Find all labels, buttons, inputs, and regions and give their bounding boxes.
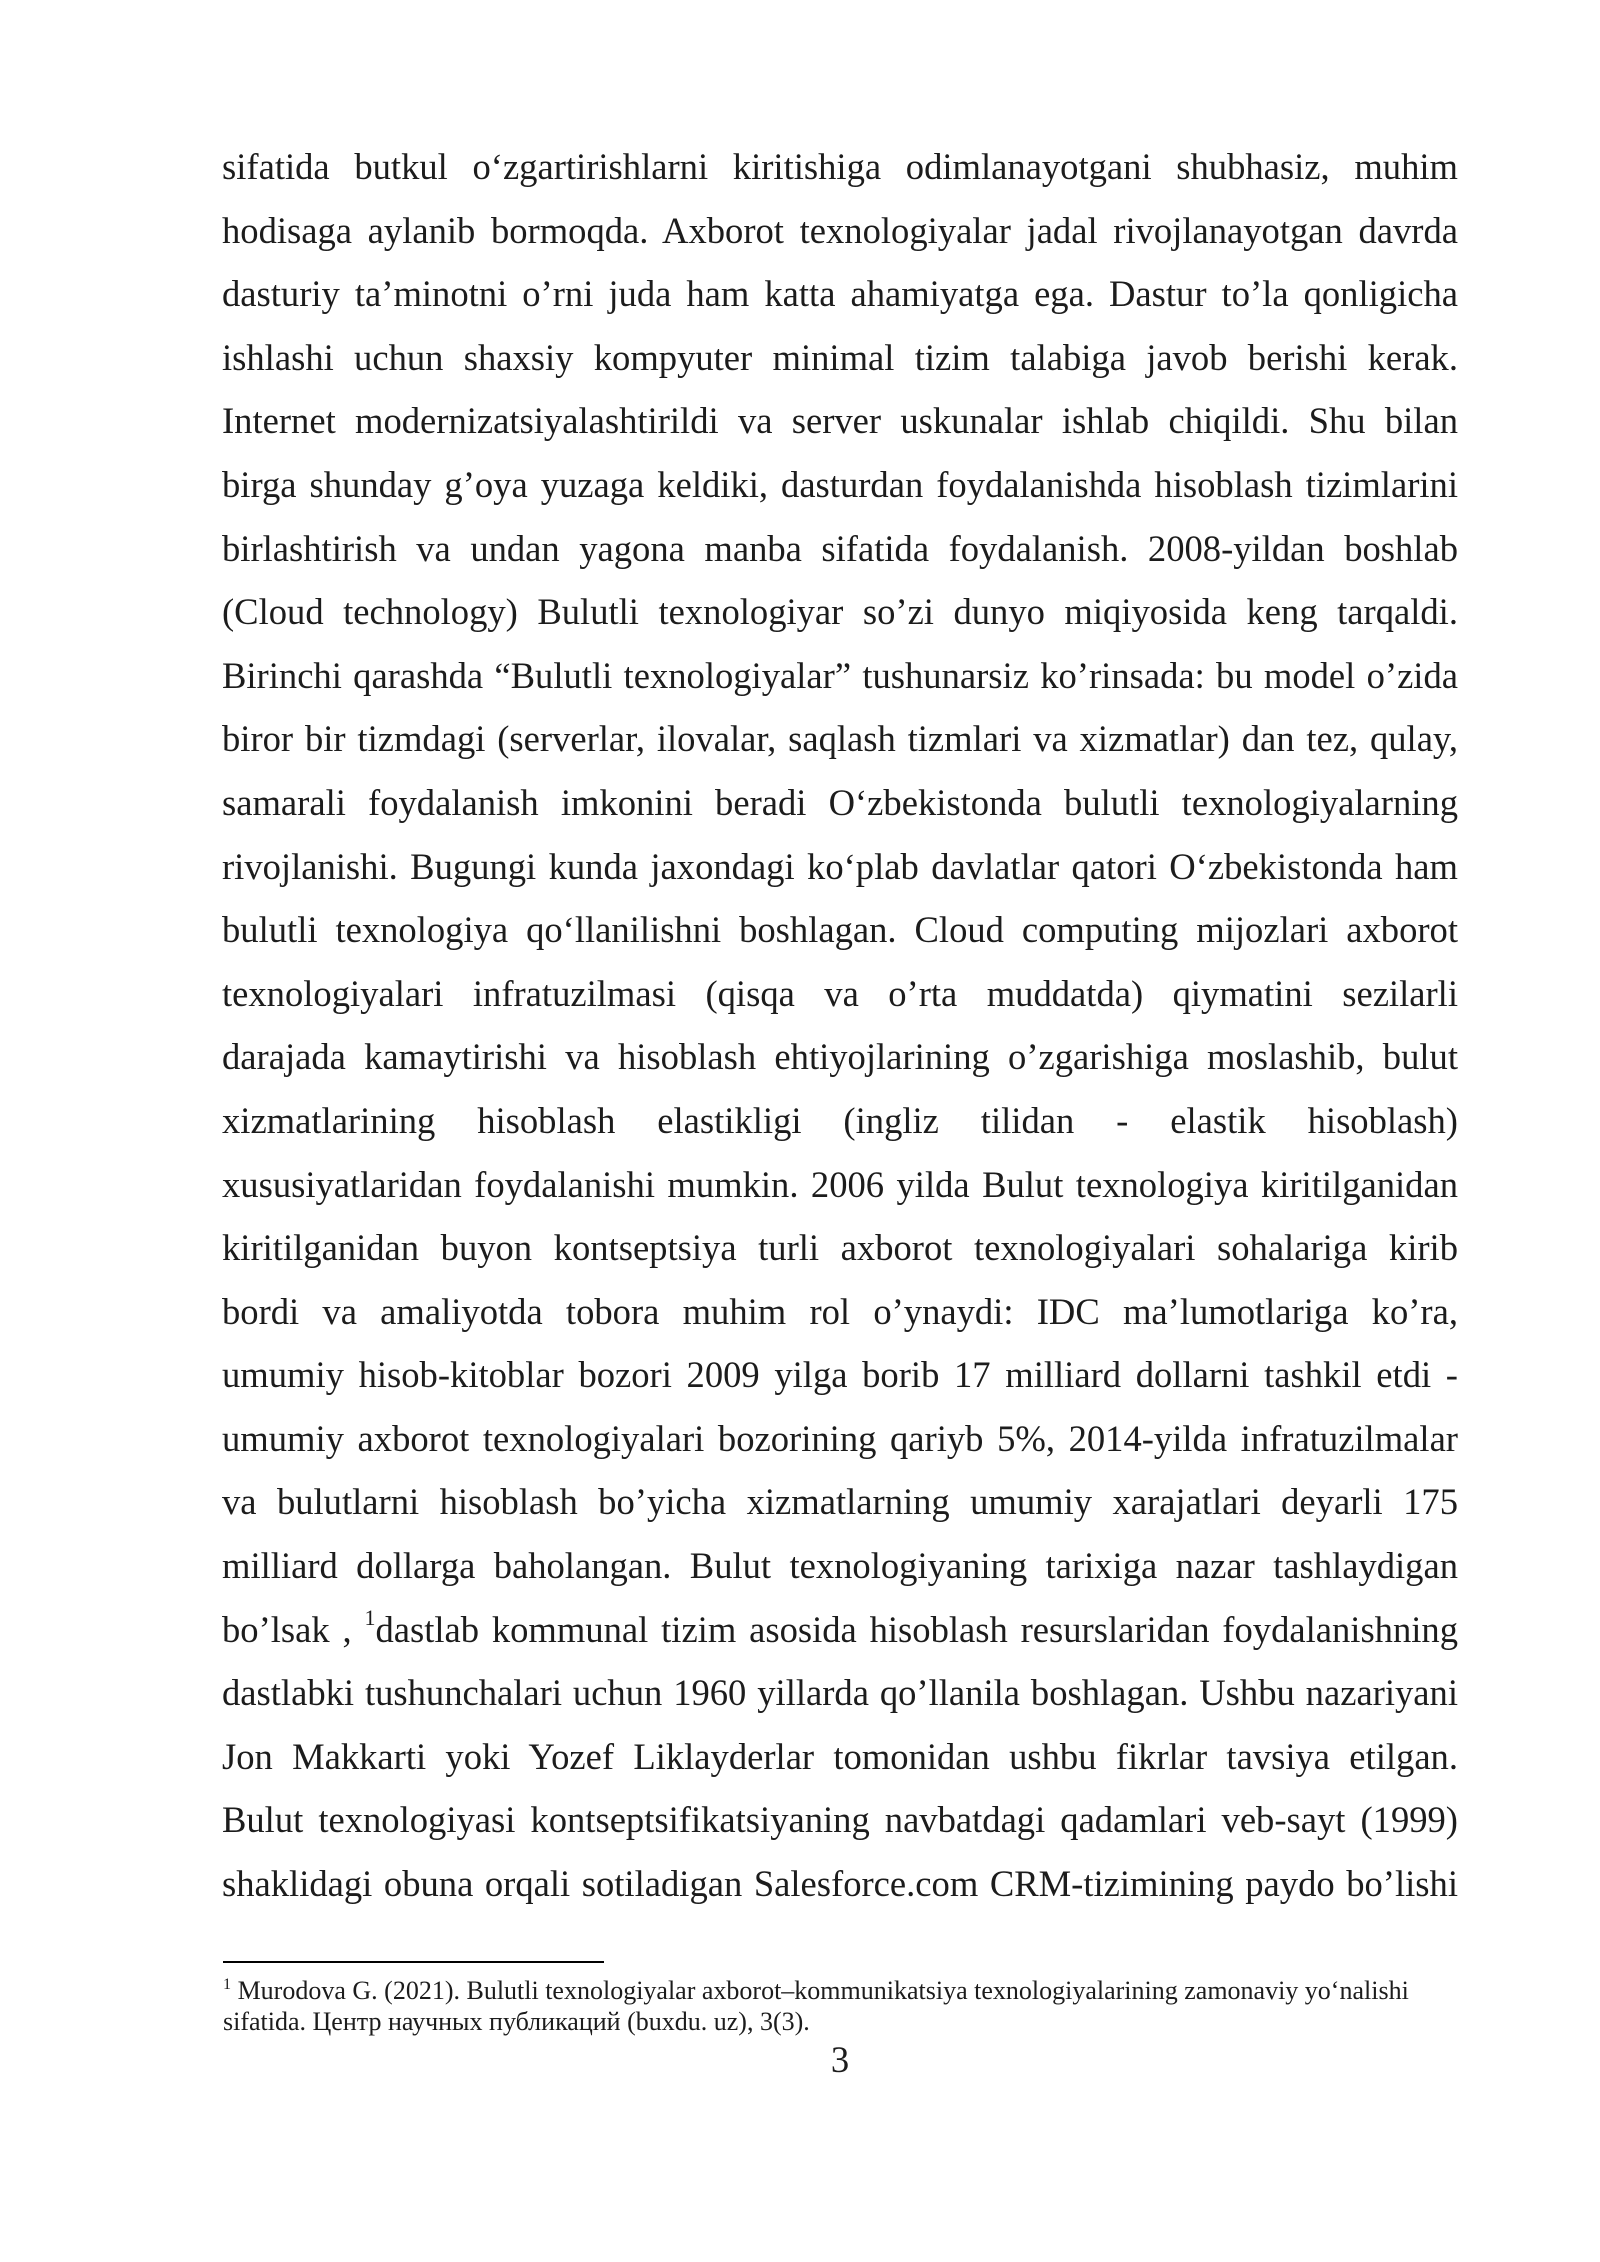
body-line: milliard dollarga baholangan. Bulut texnologiyaning tarixiga nazar tashlaydigan xyxy=(222,1545,1458,1587)
body-line: rivojlanishi. Bugungi kunda jaxondagi ko‘plab davlatlar qatori O‘zbekistonda ham xyxy=(222,845,1458,887)
footnote-line: sifatida. Центр научных публикаций (buxdu. uz), 3(3). xyxy=(223,2007,810,2036)
body-line: bordi va amaliyotda tobora muhim rol o’ynaydi: IDC ma’lumotlariga ko’ra, xyxy=(222,1290,1458,1332)
body-line: shaklidagi obuna orqali sotiladigan Salesforce.com CRM-tizimining paydo bo’lishi xyxy=(222,1863,1458,1905)
body-line: ishlashi uchun shaxsiy kompyuter minimal tizim talabiga javob berishi kerak. xyxy=(222,336,1458,378)
body-line: texnologiyalari infratuzilmasi (qisqa va o’rta muddatda) qiymatini sezilarli xyxy=(222,972,1458,1014)
body-line: bulutli texnologiya qo‘llanilishni boshlagan. Cloud computing mijozlari axborot xyxy=(222,909,1458,951)
body-line: va bulutlarni hisoblash bo’yicha xizmatlarning umumiy xarajatlari deyarli 175 xyxy=(222,1481,1458,1523)
footnote-separator xyxy=(223,1961,604,1963)
body-line: hodisaga aylanib bormoqda. Axborot texnologiyalar jadal rivojlanayotgan davrda xyxy=(222,209,1458,251)
footnote-reference[interactable]: 1 xyxy=(364,1605,376,1631)
page-number: 3 xyxy=(830,2039,850,2080)
body-line: birlashtirish va undan yagona manba sifatida foydalanish. 2008-yildan boshlab xyxy=(222,527,1458,569)
body-line: darajada kamaytirishi va hisoblash ehtiyojlarining o’zgarishiga moslashib, bulut xyxy=(222,1036,1458,1078)
body-line: Birinchi qarashda “Bulutli texnologiyalar” tushunarsiz ko’rinsada: bu model o’zida xyxy=(222,654,1458,696)
footnote-text: Murodova G. (2021). Bulutli texnologiyalar axborot–kommunikatsiya texnologiyalarining zamonaviy yo‘nalishi xyxy=(237,1976,1409,2005)
body-line: xizmatlarining hisoblash elastikligi (ingliz tilidan - elastik hisoblash) xyxy=(222,1099,1458,1141)
body-line: samarali foydalanish imkonini beradi O‘zbekistonda bulutli texnologiyalarning xyxy=(222,781,1458,823)
body-line: dastlabki tushunchalari uchun 1960 yillarda qo’llanila boshlagan. Ushbu nazariyani xyxy=(222,1672,1458,1714)
footnote-line xyxy=(223,1975,1459,2006)
body-line-with-footnote-ref xyxy=(222,1598,1458,1662)
body-line: Jon Makkarti yoki Yozef Liklayderlar tomonidan ushbu fikrlar tavsiya etilgan. xyxy=(222,1735,1458,1777)
footnote xyxy=(223,1975,1459,2037)
footnote-marker: 1 xyxy=(223,1976,232,1994)
body-line: birga shunday g’oya yuzaga keldiki, dasturdan foydalanishda hisoblash tizimlarini xyxy=(222,463,1458,505)
body-line: kiritilganidan buyon kontseptsiya turli axborot texnologiyalari sohalariga kirib xyxy=(222,1227,1458,1269)
body-line: Bulut texnologiyasi kontseptsifikatsiyaning navbatdagi qadamlari veb-sayt (1999) xyxy=(222,1799,1458,1841)
body-line: Internet modernizatsiyalashtirildi va server uskunalar ishlab chiqildi. Shu bilan xyxy=(222,400,1458,442)
body-line-text: bo’lsak , xyxy=(222,1608,365,1650)
body-paragraph xyxy=(222,135,1458,1916)
body-line: (Cloud technology) Bulutli texnologiyar so’zi dunyo miqiyosida keng tarqaldi. xyxy=(222,591,1458,633)
body-line: umumiy hisob-kitoblar bozori 2009 yilga borib 17 milliard dollarni tashkil etdi - xyxy=(222,1354,1458,1396)
body-line: dasturiy ta’minotni o’rni juda ham katta ahamiyatga ega. Dastur to’la qonligicha xyxy=(222,273,1458,315)
body-line: sifatida butkul o‘zgartirishlarni kiritishiga odimlanayotgani shubhasiz, muhim xyxy=(222,146,1458,187)
body-line-text: dastlab kommunal tizim asosida hisoblash resurslaridan foydalanishning xyxy=(375,1608,1458,1650)
body-line: umumiy axborot texnologiyalari bozorining qariyb 5%, 2014-yilda infratuzilmalar xyxy=(222,1417,1458,1459)
body-line: xususiyatlaridan foydalanishi mumkin. 2006 yilda Bulut texnologiya kiritilganidan xyxy=(222,1163,1458,1205)
body-line: biror bir tizmdagi (serverlar, ilovalar, saqlash tizmlari va xizmatlar) dan tez, qulay, xyxy=(222,718,1458,760)
